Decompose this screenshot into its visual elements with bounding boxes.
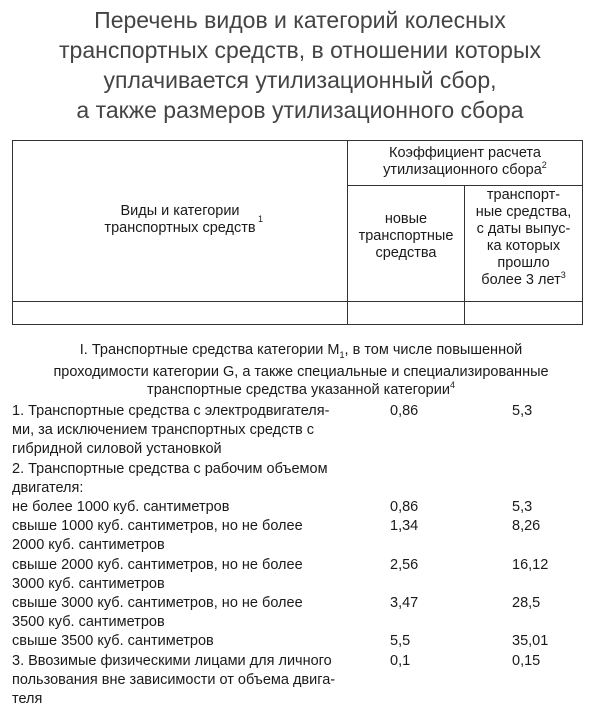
row-value-old: 16,12 xyxy=(512,556,549,573)
section-line3: транспортные средства указанной категории xyxy=(147,381,450,398)
row-label: 3500 куб. сантиметров xyxy=(12,614,165,631)
header-old-line6: более 3 лет xyxy=(481,272,561,288)
row-label: ми, за исключением транспортных средств с xyxy=(12,422,314,439)
document-title xyxy=(0,5,600,125)
row-value-new: 1,34 xyxy=(390,518,419,535)
section-line1-sub: 1 xyxy=(339,349,345,360)
section-heading xyxy=(20,342,582,399)
row-label: гибридной силовой установкой xyxy=(12,441,222,458)
row-value-new: 5,5 xyxy=(390,633,411,650)
row-label: свыше 1000 куб. сантиметров, но не более xyxy=(12,518,303,535)
row-label: теля xyxy=(12,691,43,707)
header-coef xyxy=(348,145,582,179)
row-value-new: 3,47 xyxy=(390,595,419,611)
row-label: свыше 2000 куб. сантиметров, но не более xyxy=(12,556,303,573)
header-old-line3: с даты выпус- xyxy=(476,221,571,237)
row-value-old: 28,5 xyxy=(512,595,541,611)
row-value-new: 0,1 xyxy=(390,652,411,669)
header-new-line1: новые xyxy=(384,211,428,227)
row-value-old: 8,26 xyxy=(512,518,541,535)
header-old xyxy=(465,187,582,289)
header-old-sup: 3 xyxy=(560,270,566,281)
header-kinds-sup: 1 xyxy=(258,214,264,225)
row-label: пользования вне зависимости от объема двига- xyxy=(12,671,336,688)
header-new-line2: транспортные xyxy=(358,228,454,244)
header-new xyxy=(348,211,464,262)
row-label: 1. Транспортные средства с электродвигателя- xyxy=(12,403,330,419)
header-coef-line2: утилизационного сбора xyxy=(383,162,542,178)
section-line3-sup: 4 xyxy=(449,380,455,391)
row-value-old: 5,3 xyxy=(512,499,533,515)
row-value-old: 35,01 xyxy=(512,633,549,650)
row-label: свыше 3000 куб. сантиметров, но не более xyxy=(12,595,303,611)
header-old-line2: ные средства, xyxy=(475,204,572,220)
header-new-line3: средства xyxy=(375,245,437,261)
title-line-3: уплачивается утилизационный сбор, xyxy=(103,67,497,93)
row-value-old: 0,15 xyxy=(512,652,541,669)
row-label: 3. Ввозимые физическими лицами для личного xyxy=(12,652,332,669)
header-divider-coef xyxy=(347,185,583,186)
header-old-line1: транспорт- xyxy=(486,187,561,203)
row-label: не более 1000 куб. сантиметров xyxy=(12,499,230,515)
row-label: двигателя: xyxy=(12,479,84,496)
header-table xyxy=(12,140,583,325)
title-line-1: Перечень видов и категорий колесных xyxy=(94,7,506,33)
row-value-new: 0,86 xyxy=(390,403,419,419)
section-line1-b: , в том числе повышенной xyxy=(344,342,523,358)
section-line1-a: I. Транспортные средства категории M xyxy=(79,342,340,358)
row-value-new: 0,86 xyxy=(390,499,419,515)
row-value-old: 5,3 xyxy=(512,403,533,419)
header-old-line4: ка которых xyxy=(486,238,561,254)
header-kinds: Виды и категории транспортных средств xyxy=(104,203,256,236)
row-label: 3000 куб. сантиметров xyxy=(12,575,165,592)
row-value-new: 2,56 xyxy=(390,556,419,573)
title-line-4: а также размеров утилизационного сбора xyxy=(76,97,524,123)
header-old-line5: прошло xyxy=(497,255,550,271)
header-coef-sup: 2 xyxy=(541,160,547,171)
row-label: свыше 3500 куб. сантиметров xyxy=(12,633,214,650)
header-coef-line1: Коэффициент расчета xyxy=(389,145,541,161)
header-bottom-row-line xyxy=(13,301,582,302)
title-line-2: транспортных средств, в отношении которых xyxy=(59,37,541,63)
section-line2: проходимости категории G, а также специальные и специализированные xyxy=(53,364,549,381)
row-label: 2. Транспортные средства с рабочим объемом xyxy=(12,460,328,477)
row-label: 2000 куб. сантиметров xyxy=(12,537,165,554)
